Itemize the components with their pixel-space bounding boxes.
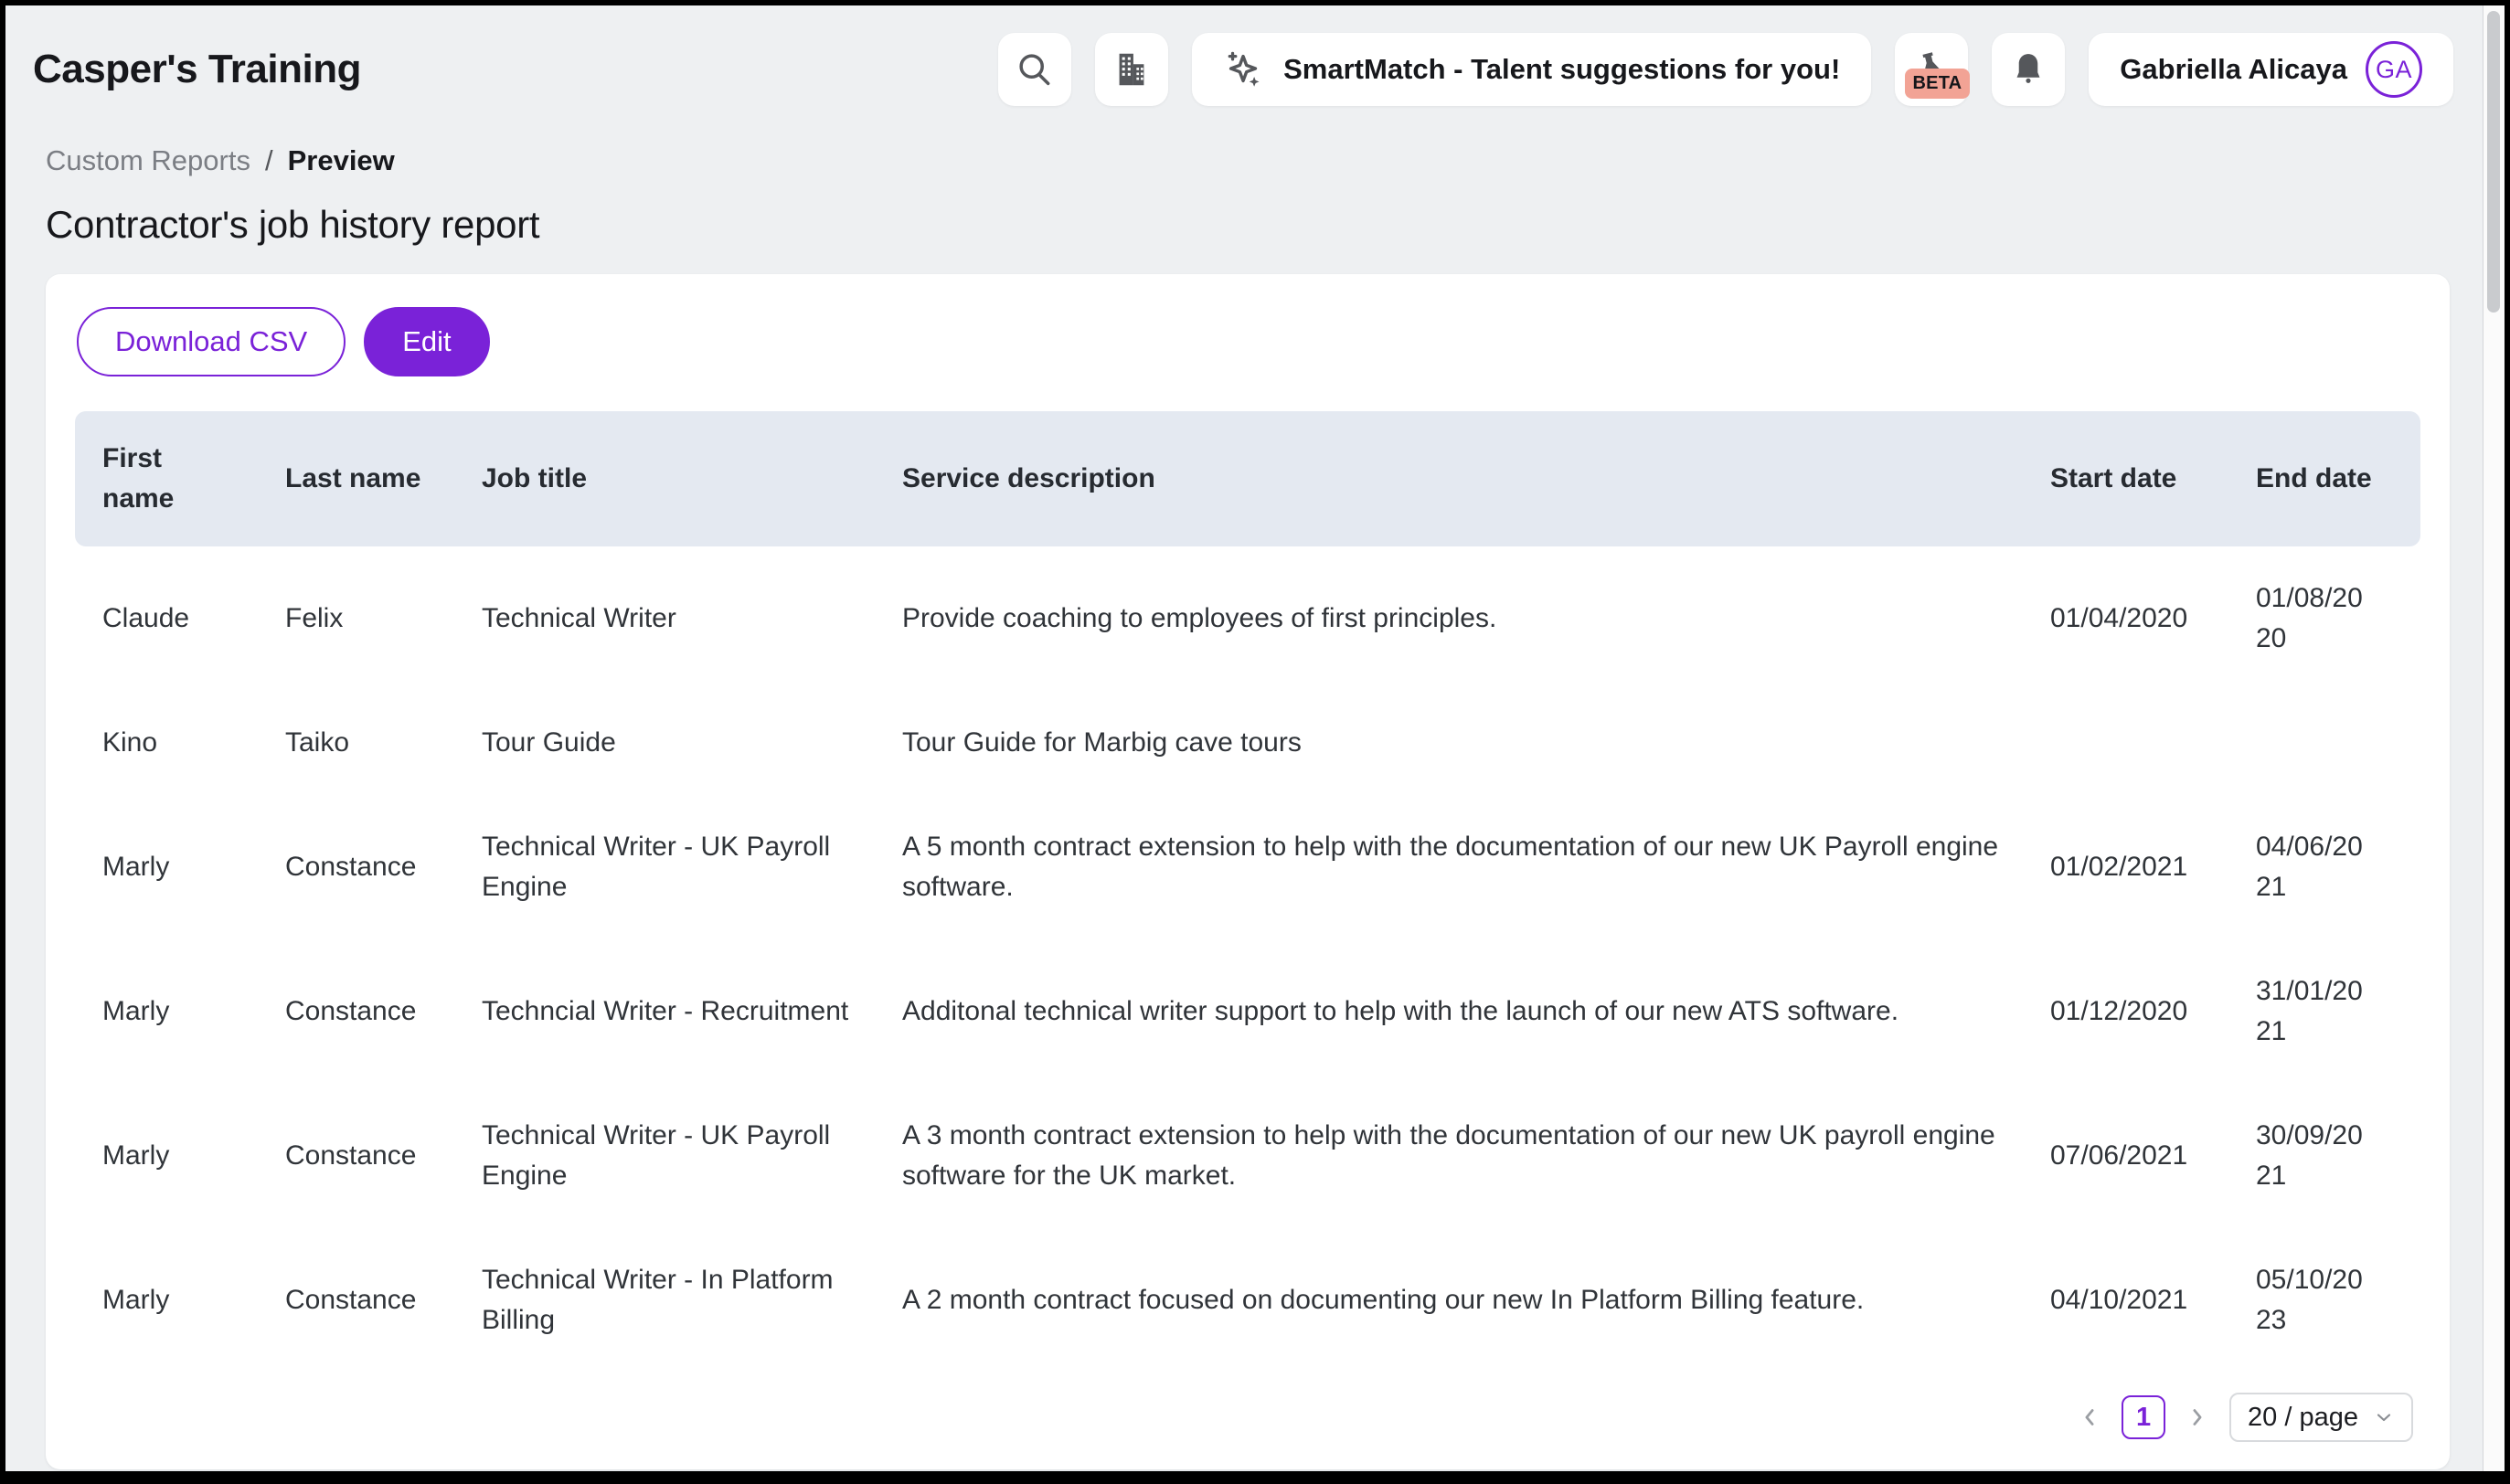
cell-job_title: Tour Guide — [482, 727, 616, 758]
column-header-service_description: Service description — [902, 463, 1155, 493]
cell-start_date: 01/12/2020 — [2050, 996, 2188, 1026]
cell-job_title: Technical Writer - In Platform Billing — [482, 1265, 834, 1335]
office-building-icon — [1111, 48, 1153, 90]
breadcrumb-preview: Preview — [287, 144, 395, 176]
notifications-button[interactable] — [1992, 33, 2065, 106]
cell-start_date: 07/06/2021 — [2050, 1140, 2188, 1171]
breadcrumb-custom-reports[interactable]: Custom Reports — [46, 144, 250, 176]
app-title: Casper's Training — [33, 47, 361, 91]
column-header-start_date: Start date — [2050, 463, 2177, 493]
smartmatch-button[interactable] — [1192, 33, 1871, 106]
cell-service_description: Provide coaching to employees of first principles. — [902, 603, 1497, 633]
cell-last_name: Constance — [285, 1285, 417, 1315]
top-bar — [5, 5, 2505, 106]
column-header-first_name: First name — [102, 443, 175, 514]
cell-end_date: 05/10/2023 — [2256, 1265, 2363, 1335]
cell-job_title: Technical Writer - UK Payroll Engine — [482, 832, 831, 902]
cell-first_name: Marly — [102, 1140, 170, 1171]
table-row — [75, 1228, 2420, 1373]
beta-badge: BETA — [1905, 69, 1971, 99]
cell-last_name: Constance — [285, 852, 417, 882]
column-header-end_date: End date — [2256, 463, 2372, 493]
sparkles-icon — [1223, 48, 1265, 90]
profile-button[interactable] — [2089, 33, 2453, 106]
cell-job_title: Technical Writer - UK Payroll Engine — [482, 1120, 831, 1191]
vertical-scrollbar[interactable] — [2483, 5, 2505, 1471]
cell-first_name: Marly — [102, 852, 170, 882]
cell-start_date: 01/02/2021 — [2050, 852, 2188, 882]
page-size-select[interactable] — [2229, 1393, 2413, 1442]
column-header-job_title: Job title — [482, 463, 588, 493]
cell-service_description: A 5 month contract extension to help with the documentation of our new UK Payroll engine software. — [902, 832, 1999, 902]
cell-end_date: 31/01/2021 — [2256, 976, 2363, 1046]
previous-page-button[interactable] — [2076, 1404, 2103, 1431]
cell-service_description: A 3 month contract extension to help with the documentation of our new UK payroll engine software for the UK market. — [902, 1120, 1995, 1191]
table-row — [75, 1084, 2420, 1228]
next-page-button[interactable] — [2184, 1404, 2211, 1431]
cell-start_date: 01/04/2020 — [2050, 603, 2188, 633]
bell-icon — [2008, 49, 2048, 90]
report-card — [46, 274, 2450, 1469]
page-size-value: 20 / page — [2248, 1402, 2358, 1432]
table-row — [75, 691, 2420, 795]
edit-button[interactable]: Edit — [364, 307, 489, 376]
page-title: Contractor's job history report — [46, 203, 540, 246]
download-csv-button[interactable]: Download CSV — [77, 307, 346, 376]
cell-last_name: Constance — [285, 1140, 417, 1171]
cell-first_name: Claude — [102, 603, 190, 633]
cell-end_date — [2256, 711, 2420, 775]
table-header-row — [75, 411, 2420, 546]
cell-start_date: 04/10/2021 — [2050, 1285, 2188, 1315]
labs-beta-button[interactable] — [1895, 33, 1968, 106]
table-row — [75, 546, 2420, 691]
cell-job_title: Technical Writer — [482, 603, 676, 633]
cell-last_name: Felix — [285, 603, 344, 633]
table-row — [75, 795, 2420, 939]
cell-end_date: 01/08/2020 — [2256, 583, 2363, 653]
breadcrumb — [46, 144, 2505, 177]
table-body — [75, 546, 2420, 1373]
search-button[interactable] — [998, 33, 1071, 106]
cell-last_name: Taiko — [285, 727, 350, 758]
table-row — [75, 939, 2420, 1084]
cell-job_title: Techncial Writer - Recruitment — [482, 996, 849, 1026]
cell-last_name: Constance — [285, 996, 417, 1026]
chevron-down-icon — [2373, 1406, 2395, 1428]
smartmatch-label: SmartMatch - Talent suggestions for you! — [1283, 53, 1841, 85]
cell-service_description: A 2 month contract focused on documenting our new In Platform Billing feature. — [902, 1285, 1865, 1315]
report-table — [75, 411, 2420, 1373]
chevron-right-icon — [2184, 1404, 2211, 1431]
cell-first_name: Kino — [102, 727, 158, 758]
breadcrumb-separator: / — [264, 144, 273, 176]
report-actions — [77, 307, 2420, 376]
avatar: GA — [2366, 41, 2422, 98]
column-header-last_name: Last name — [285, 463, 421, 493]
scrollbar-thumb[interactable] — [2487, 11, 2500, 313]
pagination — [75, 1393, 2420, 1442]
cell-end_date: 30/09/2021 — [2256, 1120, 2363, 1191]
cell-first_name: Marly — [102, 1285, 170, 1315]
cell-start_date — [2050, 711, 2256, 775]
cell-first_name: Marly — [102, 996, 170, 1026]
search-icon — [1015, 49, 1055, 90]
chevron-left-icon — [2076, 1404, 2103, 1431]
cell-service_description: Additonal technical writer support to help with the launch of our new ATS software. — [902, 996, 1899, 1026]
user-name: Gabriella Alicaya — [2120, 53, 2347, 85]
top-bar-actions — [998, 33, 2453, 106]
cell-end_date: 04/06/2021 — [2256, 832, 2363, 902]
page-number-button[interactable]: 1 — [2122, 1395, 2165, 1439]
cell-service_description: Tour Guide for Marbig cave tours — [902, 727, 1302, 758]
organization-switcher-button[interactable] — [1095, 33, 1168, 106]
